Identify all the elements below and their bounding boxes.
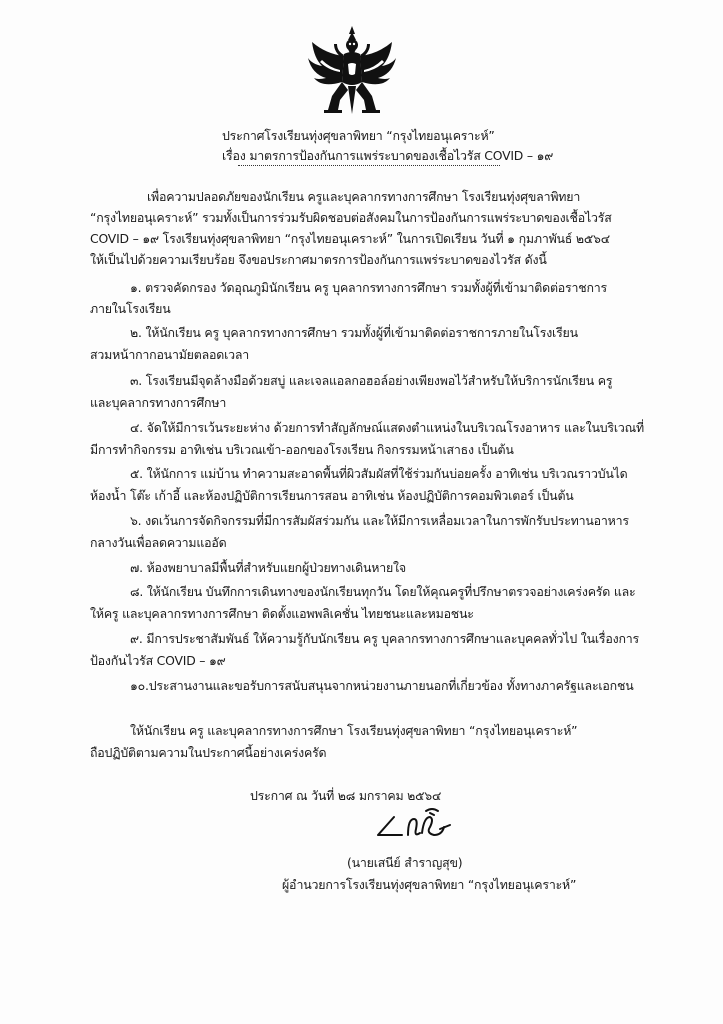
measure-7: ๗. ห้องพยาบาลมีพื้นที่สำหรับแยกผู้ป่วยทางเดินหายใจ (130, 560, 406, 575)
measure-4-cont: มีการทำกิจกรรม อาทิเช่น บริเวณเข้า-ออกของโรงเรียน กิจกรรมหน้าเสาธง เป็นต้น (90, 442, 514, 457)
announcement-title: ประกาศโรงเรียนทุ่งศุขลาพิทยา “กรุงไทยอนุเคราะห์” (222, 128, 495, 143)
signer-name: (นายเสนีย์ สำราญสุข) (347, 855, 463, 870)
measure-8: ๘. ให้นักเรียน บันทึกการเดินทางของนักเรียนทุกวัน โดยให้คุณครูที่ปรึกษาตรวจอย่างเคร่งครัด และ (130, 584, 636, 599)
announce-date: ประกาศ ณ วันที่ ๒๘ มกราคม ๒๕๖๔ (250, 788, 442, 803)
measure-6-cont: กลางวันเพื่อลดความแออัด (90, 535, 227, 550)
signer-position: ผู้อำนวยการโรงเรียนทุ่งศุขลาพิทยา “กรุงไทยอนุเคราะห์” (282, 877, 577, 892)
measure-2: ๒. ให้นักเรียน ครู บุคลากรทางการศึกษา รวมทั้งผู้ที่เข้ามาติดต่อราชการภายในโรงเรียน (130, 325, 578, 340)
measure-6: ๖. งดเว้นการจัดกิจกรรมที่มีการสัมผัสร่วมกัน และให้มีการเหลื่อมเวลาในการพักรับประทานอาหาร (130, 513, 629, 528)
intro-line: ให้เป็นไปด้วยความเรียบร้อย จึงขอประกาศมาตรการป้องกันการแพร่ระบาดของไวรัส ดังนี้ (90, 252, 547, 267)
measure-1-cont: ภายในโรงเรียน (90, 301, 171, 316)
announcement-subject: เรื่อง มาตรการป้องกันการแพร่ระบาดของเชื้อไวรัส COVID – ๑๙ (222, 148, 554, 163)
measure-1: ๑. ตรวจคัดกรอง วัดอุณภูมินักเรียน ครู บุคลากรทางการศึกษา รวมทั้งผู้ที่เข้ามาติดต่อราชการ (130, 280, 607, 295)
measure-9-cont: ป้องกันไวรัส COVID – ๑๙ (90, 653, 226, 668)
measure-9: ๙. มีการประชาสัมพันธ์ ให้ความรู้กับนักเรียน ครู บุคลากรทางการศึกษาและบุคคลทั่วไป ในเรื่องการ (130, 631, 639, 646)
measure-2-cont: สวมหน้ากากอนามัยตลอดเวลา (90, 347, 250, 362)
measure-8-cont: ให้ครู และบุคลากรทางการศึกษา ติดตั้งแอพพลิเคชั่น ไทยชนะและหมอชนะ (90, 606, 474, 621)
measure-5-cont: ห้องน้ำ โต๊ะ เก้าอี้ และห้องปฏิบัติการเรียนการสอน อาทิเช่น ห้องปฏิบัติการคอมพิวเตอร์ เป็นต้น (90, 488, 574, 503)
intro-line: เพื่อความปลอดภัยของนักเรียน ครูและบุคลากรทางการศึกษา โรงเรียนทุ่งศุขลาพิทยา (147, 189, 581, 204)
measure-3-cont: และบุคลากรทางการศึกษา (90, 395, 227, 410)
intro-line: “กรุงไทยอนุเคราะห์” รวมทั้งเป็นการร่วมรับผิดชอบต่อสังคมในการป้องกันการแพร่ระบาดของเชื้อไวรัส (90, 210, 612, 225)
measure-10: ๑๐.ประสานงานและขอรับการสนับสนุนจากหน่วยงานภายนอกที่เกี่ยวข้อง ทั้งทางภาครัฐและเอกชน (130, 678, 634, 693)
title-divider (238, 165, 500, 166)
signature-icon (372, 803, 454, 845)
measure-4: ๔. จัดให้มีการเว้นระยะห่าง ด้วยการทำสัญลักษณ์แสดงตำแหน่งในบริเวณโรงอาหาร และในบริเวณที่ (130, 420, 644, 435)
closing-line: ให้นักเรียน ครู และบุคลากรทางการศึกษา โรงเรียนทุ่งศุขลาพิทยา “กรุงไทยอนุเคราะห์” (130, 723, 578, 738)
measure-5: ๕. ให้นักการ แม่บ้าน ทำความสะอาดพื้นที่ผิวสัมผัสที่ใช้ร่วมกันบ่อยครั้ง อาทิเช่น บริเวณราวบันได (130, 466, 628, 481)
intro-line: COVID – ๑๙ โรงเรียนทุ่งศุขลาพิทยา “กรุงไทยอนุเคราะห์” ในการเปิดเรียน วันที่ ๑ กุมภาพันธ์ ๒๕๖๔ (90, 231, 610, 246)
measure-3: ๓. โรงเรียนมีจุดล้างมือด้วยสบู่ และเจลแอลกอฮอล์อย่างเพียงพอไว้สำหรับให้บริการนักเรียน ครู (130, 373, 613, 388)
closing-line: ถือปฏิบัติตามความในประกาศนี้อย่างเคร่งครัด (90, 745, 327, 760)
garuda-emblem-icon (304, 24, 400, 116)
